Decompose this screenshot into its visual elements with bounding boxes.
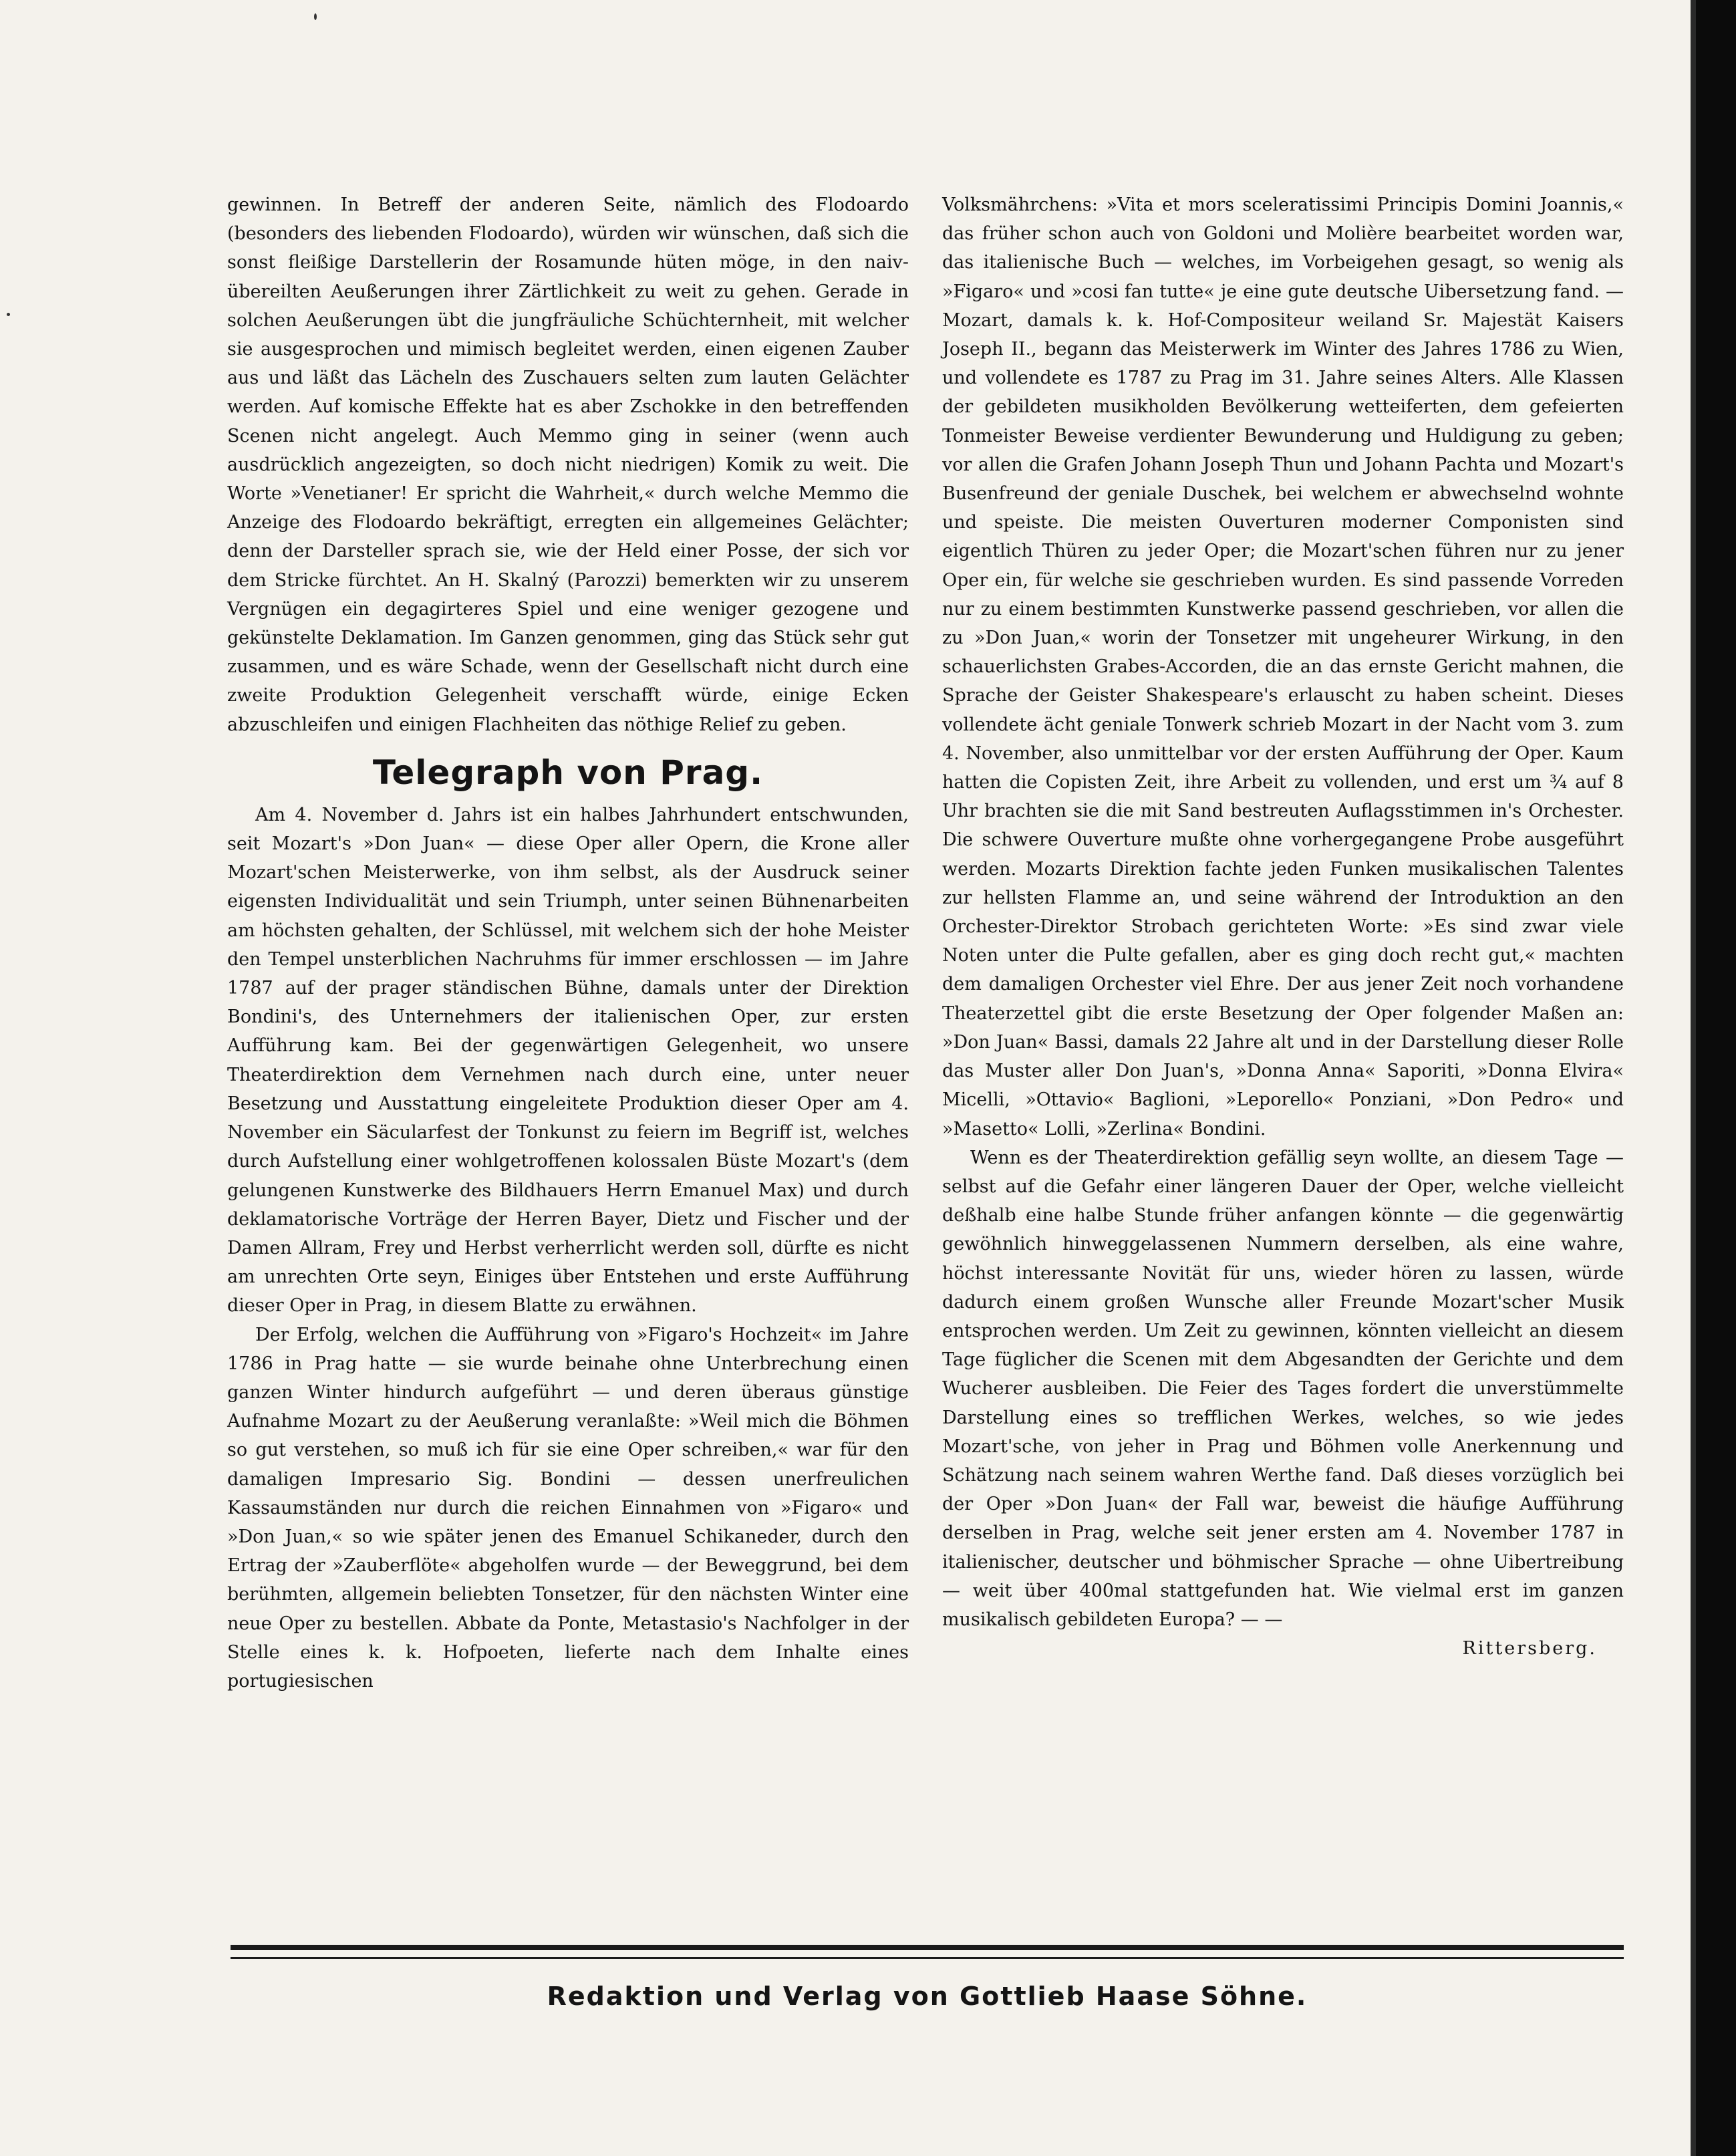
page-edge-shadow xyxy=(1691,0,1696,2156)
article-paragraph: Am 4. November d. Jahrs ist ein halbes Jahrhundert entschwunden, seit Mozart's »Don Juan« — diese Oper aller Opern, die Krone aller Mozart'schen Meisterwerke, von ihm selbst, als der Ausdruck seiner eigensten Individualität und sein Triumph, unter seinen Bühnenarbeiten am höchsten gehalten, der Schlüssel, mit welchem sich der hohe Meister den Tempel unsterblichen Nachruhms für immer erschlossen — im Jahre 1787 auf der prager ständischen Bühne, damals unter der Direktion Bondini's, des Unternehmers der italienischen Oper, zur ersten Aufführung kam. Bei der gegenwärtigen Gelegenheit, wo unsere Theaterdirektion dem Vernehmen nach durch eine, unter neuer Besetzung und Ausstattung eingeleitete Produktion dieser Oper am 4. November ein Säcularfest der Tonkunst zu feiern im Begriff ist, welches durch Aufstellung einer wohlgetroffenen kolossalen Büste Mozart's (dem gelungenen Kunstwerke des Bildhauers Herrn Emanuel Max) und durch deklamatorische Vorträge der Herren Bayer, Dietz und Fischer und der Damen Allram, Frey und Herbst verherrlicht werden soll, dürfte es nicht am unrechten Orte seyn, Einiges über Entstehen und erste Aufführung dieser Oper in Prag, in diesem Blatte zu erwähnen. xyxy=(227,804,909,1317)
footer-rule-thick xyxy=(231,1945,1624,1950)
print-speck xyxy=(7,313,10,316)
article-paragraph: Volksmährchens: »Vita et mors sceleratissimi Principis Domini Joannis,« das früher schon auch von Goldoni und Molière bearbeitet worden war, das italienische Buch — welches, im Vorbeigehen gesagt, so wenig als »Figaro« und »cosi fan tutte« je eine gute deutsche Uibersetzung fand. — Mozart, damals k. k. Hof-Compositeur weiland Sr. Majestät Kaisers Joseph II., begann das Meisterwerk im Winter des Jahres 1786 zu Wien, und vollendete es 1787 zu Prag im 31. Jahre seines Alters. Alle Klassen der gebildeten musikholden Bevölkerung wetteiferten, dem gefeierten Tonmeister Beweise verdienter Bewunderung und Huldigung zu geben; vor allen die Grafen Johann Joseph Thun und Johann Pachta und Mozart's Busenfreund der geniale Duschek, bei welchem er abwechselnd wohnte und speiste. Die meisten Ouverturen moderner Componisten sind eigentlich Thüren zu jeder Oper; die Mozart'schen führen nur zu jener Oper ein, für welche sie geschrieben wurden. Es sind passende Vorreden nur zu einem bestimmten Kunstwerke passend geschrieben, vor allen die zu »Don Juan,« worin der Tonsetzer mit ungeheurer Wirkung, in den schauerlichsten Grabes-Accorden, die an das ernste Gericht mahnen, die Sprache der Geister Shakespeare's erlauscht zu haben scheint. Dieses vollendete ächt geniale Tonwerk schrieb Mozart in der Nacht vom 3. zum 4. November, also unmittelbar vor der ersten Aufführung der Oper. Kaum hatten die Copisten Zeit, ihre Arbeit zu vollenden, und erst um ¾ auf 8 Uhr brachten sie die mit Sand bestreuten Auflagsstimmen in's Orchester. Die schwere Ouverture mußte ohne vorhergegangene Probe ausgeführt werden. Mozarts Direktion fachte jeden Funken musikalischen Talentes zur hellsten Flamme an, und seine während der Introduktion an den Orchester-Direktor Strobach gerichteten Worte: »Es sind zwar viele Noten unter die Pulte gefallen, aber es ging doch recht gut,« machten dem damaligen Orchester viel Ehre. Der aus jener Zeit noch vorhandene Theaterzettel gibt die erste Besetzung der Oper folgender Maßen an: »Don Juan« Bassi, damals 22 Jahre alt und in der Darstellung dieser Rolle das Muster aller Don Juan's, »Donna Anna« Saporiti, »Donna Elvira« Micelli, »Ottavio« Baglioni, »Leporello« Ponziani, »Don Pedro« und »Masetto« Lolli, »Zerlina« Bondini. xyxy=(942,194,1624,1139)
print-speck xyxy=(314,13,317,20)
right-column xyxy=(942,190,1624,1663)
footer-rule-thin xyxy=(231,1957,1624,1959)
article-paragraph: gewinnen. In Betreff der anderen Seite, nämlich des Flodoardo (besonders des liebenden Flodoardo), würden wir wünschen, daß sich die sonst fleißige Darstellerin der Rosamunde hüten möge, in den naiv-übereilten Aeußerungen ihrer Zärtlichkeit zu weit zu gehen. Gerade in solchen Aeußerungen übt die jungfräuliche Schüchternheit, mit welcher sie ausgesprochen und mimisch begleitet werden, einen eigenen Zauber aus und läßt das Lächeln des Zuschauers selten zum lauten Gelächter werden. Auf komische Effekte hat es aber Zschokke in den betreffenden Scenen nicht angelegt. Auch Memmo ging in seiner (wenn auch ausdrücklich angezeigten, so doch nicht niedrigen) Komik zu weit. Die Worte »Venetianer! Er spricht die Wahrheit,« durch welche Memmo die Anzeige des Flodoardo bekräftigt, erregten ein allgemeines Gelächter; denn der Darsteller sprach sie, wie der Held einer Posse, der sich vor dem Stricke fürchtet. An H. Skalný (Parozzi) bemerkten wir zu unserem Vergnügen ein degagirteres Spiel und eine weniger gezogene und gekünstelte Deklamation. Im Ganzen genommen, ging das Stück sehr gut zusammen, und es wäre Schade, wenn der Gesellschaft nicht durch eine zweite Produktion Gelegenheit verschafft würde, einige Ecken abzuschleifen und einigen Flachheiten das nöthige Relief zu geben. xyxy=(227,194,909,735)
publisher-imprint: Redaktion und Verlag von Gottlieb Haase Söhne. xyxy=(547,1982,1308,2011)
page-edge xyxy=(1696,0,1736,2156)
author-signature: Rittersberg. xyxy=(1462,1638,1597,1659)
article-paragraph: Der Erfolg, welchen die Aufführung von »Figaro's Hochzeit« im Jahre 1786 in Prag hatte — sie wurde beinahe ohne Unterbrechung einen ganzen Winter hindurch aufgeführt — und deren überaus günstige Aufnahme Mozart zu der Aeußerung veranlaßte: »Weil mich die Böhmen so gut verstehen, so muß ich für sie eine Oper schreiben,« war für den damaligen Impresario Sig. Bondini — dessen unerfreulichen Kassaumständen nur durch die reichen Einnahmen von »Figaro« und »Don Juan,« so wie später jenen des Emanuel Schikaneder, durch den Ertrag der »Zauberflöte« abgeholfen wurde — der Beweggrund, bei dem berühmten, allgemein beliebten Tonsetzer, für den nächsten Winter eine neue Oper zu bestellen. Abbate da Ponte, Metastasio's Nachfolger in der Stelle eines k. k. Hofpoeten, lieferte nach dem Inhalte eines portugiesischen xyxy=(227,1324,909,1692)
section-title: Telegraph von Prag. xyxy=(372,753,764,792)
article-paragraph: Wenn es der Theaterdirektion gefällig seyn wollte, an diesem Tage — selbst auf die Gefahr einer längeren Dauer der Oper, welche vielleicht deßhalb eine halbe Stunde früher anfangen könnte — die gegenwärtig gewöhnlich hinweggelassenen Nummern derselben, als eine wahre, höchst interessante Novität für uns, wieder hören zu lassen, würde dadurch einem großen Wunsche aller Freunde Mozart'scher Musik entsprochen werden. Um Zeit zu gewinnen, könnten vielleicht an diesem Tage füglicher die Scenen mit dem Abgesandten der Gerichte und dem Wucherer ausbleiben. Die Feier des Tages fordert die unverstümmelte Darstellung eines so trefflichen Werkes, welches, so wie jedes Mozart'sche, von jeher in Prag und Böhmen volle Anerkennung und Schätzung nach seinem wahren Werthe fand. Daß dieses vorzüglich bei der Oper »Don Juan« der Fall war, beweist die häufige Aufführung derselben in Prag, welche seit jener ersten am 4. November 1787 in italienischer, deutscher und böhmischer Sprache — ohne Uibertreibung — weit über 400mal stattgefunden hat. Wie vielmal erst im ganzen musikalisch gebildeten Europa? — — xyxy=(942,1147,1624,1630)
left-column xyxy=(227,190,909,1696)
